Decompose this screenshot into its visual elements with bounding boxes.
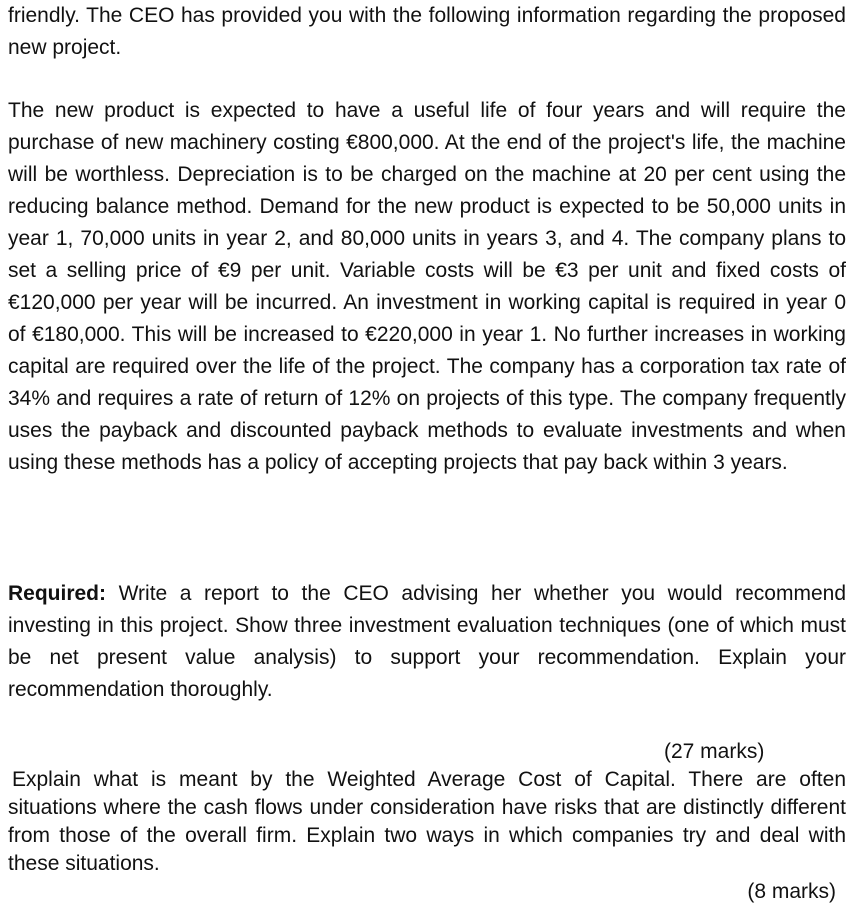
marks-27: (27 marks) — [664, 740, 765, 763]
project-details-paragraph: The new product is expected to have a useful life of four years and will require the purchase of new machinery costing €800,000. At the end of the project's life, the machine will be worthless. Depreciation is to be charged on the machine at 20 per cent using the reducing balance method. Demand for the new product is expected to be 50,000 units in year 1, 70,000 units in year 2, and 80,000 units in years 3, and 4. The company plans to set a selling price of €9 per unit. Variable costs will be €3 per unit and fixed costs of €120,000 per year will be incurred. An investment in working capital is required in year 0 of €180,000. This will be increased to €220,000 in year 1. No further increases in working capital are required over the life of the project. The company has a corporation tax rate of 34% and requires a rate of return of 12% on projects of this type. The company frequently uses the payback and discounted payback methods to evaluate investments and when using these methods has a policy of accepting projects that pay back within 3 years. — [8, 99, 846, 474]
required-paragraph — [8, 578, 846, 706]
intro-paragraph: friendly. The CEO has provided you with the following information regarding the proposed new project. — [8, 4, 846, 59]
required-label: Required: — [8, 582, 107, 605]
required-text: Write a report to the CEO advising her whether you would recommend investing in this project. Show three investment evaluation techniques (one of which must be net present value analysis) to support your recommendation. Explain your recommendation thoroughly. — [8, 582, 846, 701]
question-b-paragraph: Explain what is meant by the Weighted Average Cost of Capital. There are often situations where the cash flows under consideration have risks that are distinctly different from those of the overall firm. Explain two ways in which companies try and deal with these situations. — [8, 768, 846, 875]
marks-8: (8 marks) — [747, 880, 836, 903]
